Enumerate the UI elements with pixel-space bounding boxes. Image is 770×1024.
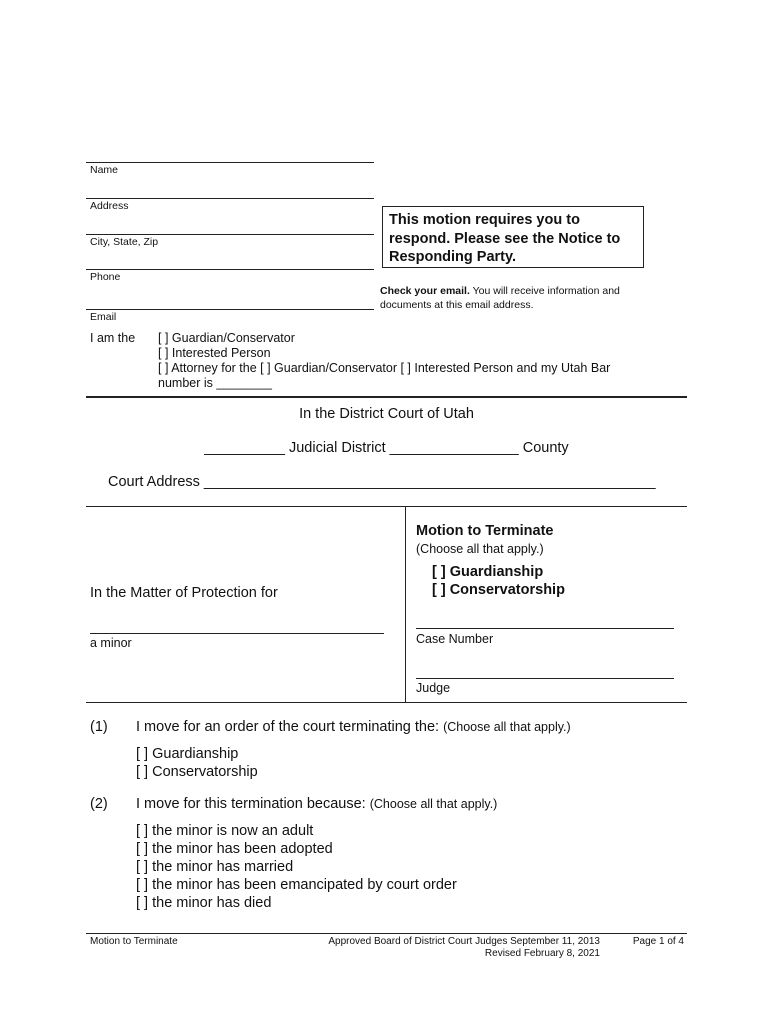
item-2-option-married[interactable]: [ ] the minor has married [136, 859, 294, 875]
phone-label: Phone [90, 271, 121, 283]
footer-line [86, 933, 687, 934]
item-1-options [136, 745, 258, 781]
judge-label: Judge [416, 681, 451, 695]
role-label: I am the [90, 331, 136, 345]
notice-line-1: This motion requires you to [389, 212, 580, 228]
notice-line-2: respond. Please see the Notice to [389, 230, 621, 247]
caption-option-conservatorship[interactable]: [ ] Conservatorship [432, 582, 565, 598]
footer-revised-date: Revised February 8, 2021 [484, 948, 600, 959]
matter-heading: In the Matter of Protection for [90, 585, 278, 601]
footer-page-number: Page 1 of 4 [632, 936, 684, 947]
caption-bottom-line [86, 702, 687, 703]
email-note-rest: You will receive information and [469, 285, 620, 297]
name-label: Name [90, 164, 119, 176]
city-state-zip-label: City, State, Zip [90, 236, 159, 248]
item-2-statement: I move for this termination because: [136, 796, 370, 812]
court-address-line: Court Address ________________________________________________________ [108, 474, 656, 490]
item-2-number: (2) [90, 796, 108, 812]
email-label: Email [90, 311, 117, 323]
footer-title: Motion to Terminate [90, 936, 178, 947]
notice-line-3: Responding Party. [389, 249, 517, 265]
item-1-note: (Choose all that apply.) [443, 720, 571, 734]
city-line [86, 234, 374, 235]
item-1-statement: I move for an order of the court terminating the: [136, 719, 444, 735]
item-2-option-adult[interactable]: [ ] the minor is now an adult [136, 823, 314, 839]
respond-notice-box [382, 206, 644, 268]
caption-option-guardianship[interactable]: [ ] Guardianship [432, 564, 544, 580]
email-line [86, 309, 374, 310]
item-1-text [136, 719, 571, 735]
item-1-option-conservatorship[interactable]: [ ] Conservatorship [136, 764, 258, 780]
role-option-attorney[interactable]: [ ] Attorney for the [ ] Guardian/Conservator [ ] Interested Person and my Utah Bar [158, 361, 611, 375]
role-option-guardian[interactable]: [ ] Guardian/Conservator [158, 331, 295, 345]
phone-line [86, 269, 374, 270]
caption-top-line [86, 506, 687, 507]
footer-approved [300, 936, 600, 960]
item-1-number: (1) [90, 719, 108, 735]
item-2-option-emancipated[interactable]: [ ] the minor has been emancipated by court order [136, 877, 457, 893]
email-note-bold: Check your email. [380, 285, 470, 297]
item-2-options [136, 822, 457, 912]
minor-label: a minor [90, 636, 132, 650]
item-1-option-guardianship[interactable]: [ ] Guardianship [136, 746, 239, 762]
item-2-option-died[interactable]: [ ] the minor has died [136, 895, 272, 911]
court-heading: In the District Court of Utah [299, 406, 474, 422]
district-county-line: __________ Judicial District ________________ County [204, 440, 569, 456]
item-2-option-adopted[interactable]: [ ] the minor has been adopted [136, 841, 333, 857]
motion-title: Motion to Terminate [416, 523, 554, 539]
role-options [158, 331, 610, 391]
address-line [86, 198, 374, 199]
case-number-label: Case Number [416, 632, 494, 646]
item-2-note: (Choose all that apply.) [369, 797, 498, 811]
item-2-text [136, 796, 497, 812]
role-option-bar-number: number is ________ [158, 376, 272, 390]
footer-approved-date: Approved Board of District Court Judges September 11, 2013 [328, 936, 600, 947]
case-number-line [416, 628, 674, 629]
header-separator [86, 396, 687, 398]
caption-divider [405, 506, 406, 702]
choose-note: (Choose all that apply.) [416, 542, 544, 556]
name-line [86, 162, 374, 163]
role-option-interested[interactable]: [ ] Interested Person [158, 346, 271, 360]
minor-name-line [90, 633, 384, 634]
judge-line [416, 678, 674, 679]
email-note-line2: documents at this email address. [380, 299, 534, 311]
address-label: Address [90, 200, 129, 212]
email-note [380, 284, 620, 312]
